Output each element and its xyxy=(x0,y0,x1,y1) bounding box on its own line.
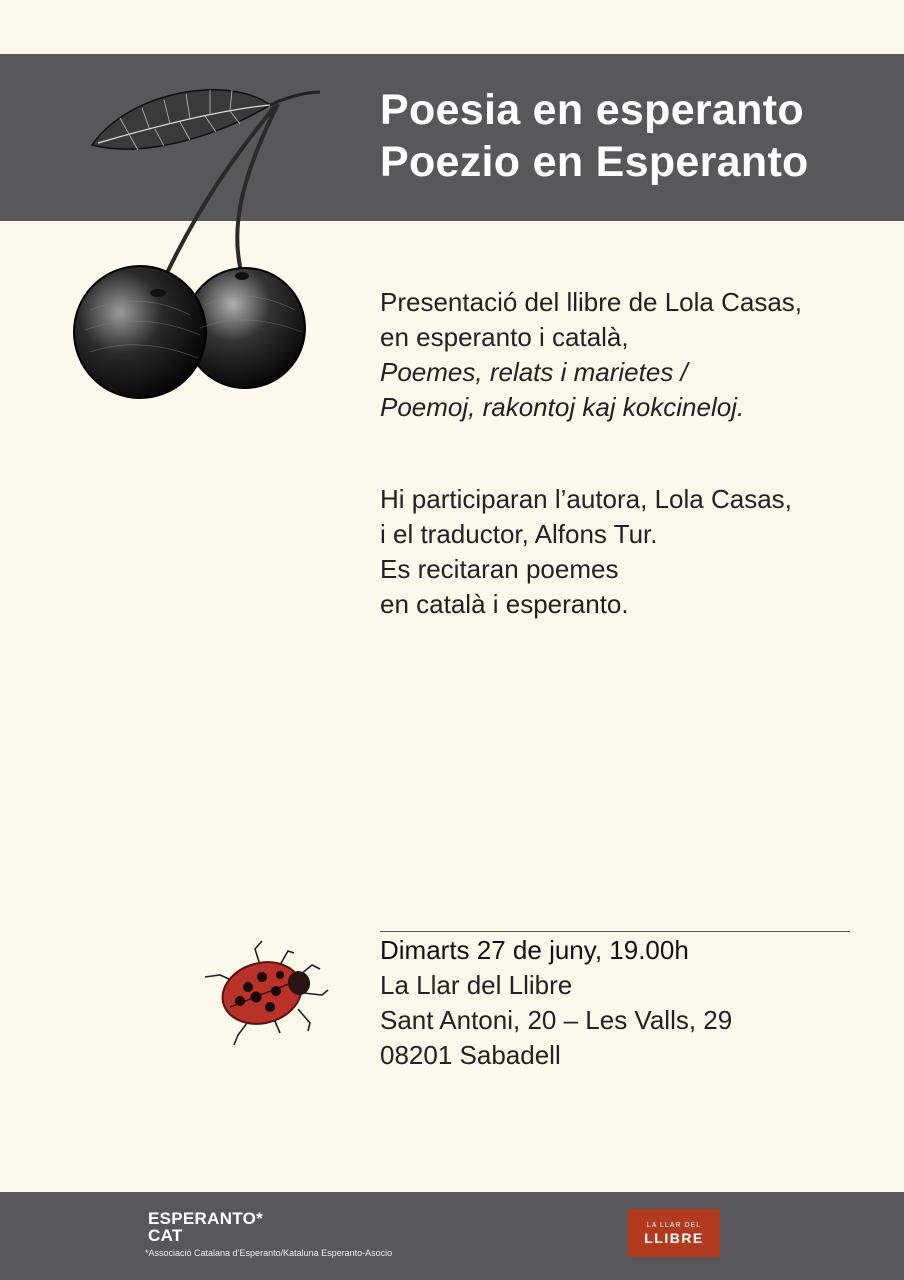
page-title xyxy=(380,84,809,188)
intro-line: en esperanto i català, xyxy=(380,322,629,352)
cherries-icon xyxy=(60,70,340,410)
event-date: Dimarts 27 de juny, 19.00h xyxy=(380,935,689,965)
participants-line: i el traductor, Alfons Tur. xyxy=(380,519,658,549)
ladybug-icon xyxy=(200,935,335,1053)
title-line-catalan: Poesia en esperanto xyxy=(380,86,804,134)
footer-band xyxy=(0,1192,904,1280)
esperanto-cat-logo xyxy=(145,1209,393,1259)
event-city: 08201 Sabadell xyxy=(380,1040,561,1070)
event-address: Sant Antoni, 20 – Les Valls, 29 xyxy=(380,1005,733,1035)
title-line-esperanto: Poezio en Esperanto xyxy=(380,138,809,186)
participants-line: en català i esperanto. xyxy=(380,589,629,619)
llar-logo-line1: LA LLAR DEL xyxy=(646,1222,702,1229)
esperanto-logo-caption: *Associació Catalana d’Esperanto/Kataluna Esperanto-Asocio xyxy=(145,1248,393,1258)
participants-text xyxy=(380,482,792,622)
book-presentation-text xyxy=(380,285,802,425)
llar-del-llibre-logo xyxy=(628,1209,720,1257)
event-details xyxy=(380,933,732,1073)
participants-line: Hi participaran l’autora, Lola Casas, xyxy=(380,484,792,514)
divider xyxy=(380,931,850,932)
event-venue: La Llar del Llibre xyxy=(380,970,573,1000)
intro-line: Presentació del llibre de Lola Casas, xyxy=(380,287,803,317)
esperanto-logo-line1: ESPERANTO* xyxy=(148,1209,264,1228)
llar-logo-line2: LLIBRE xyxy=(644,1230,704,1246)
esperanto-logo-line2: CAT xyxy=(148,1226,183,1245)
participants-line: Es recitaran poemes xyxy=(380,554,619,584)
book-title-catalan: Poemes, relats i marietes / xyxy=(380,357,688,387)
book-title-esperanto: Poemoj, rakontoj kaj kokcineloj. xyxy=(380,392,745,422)
